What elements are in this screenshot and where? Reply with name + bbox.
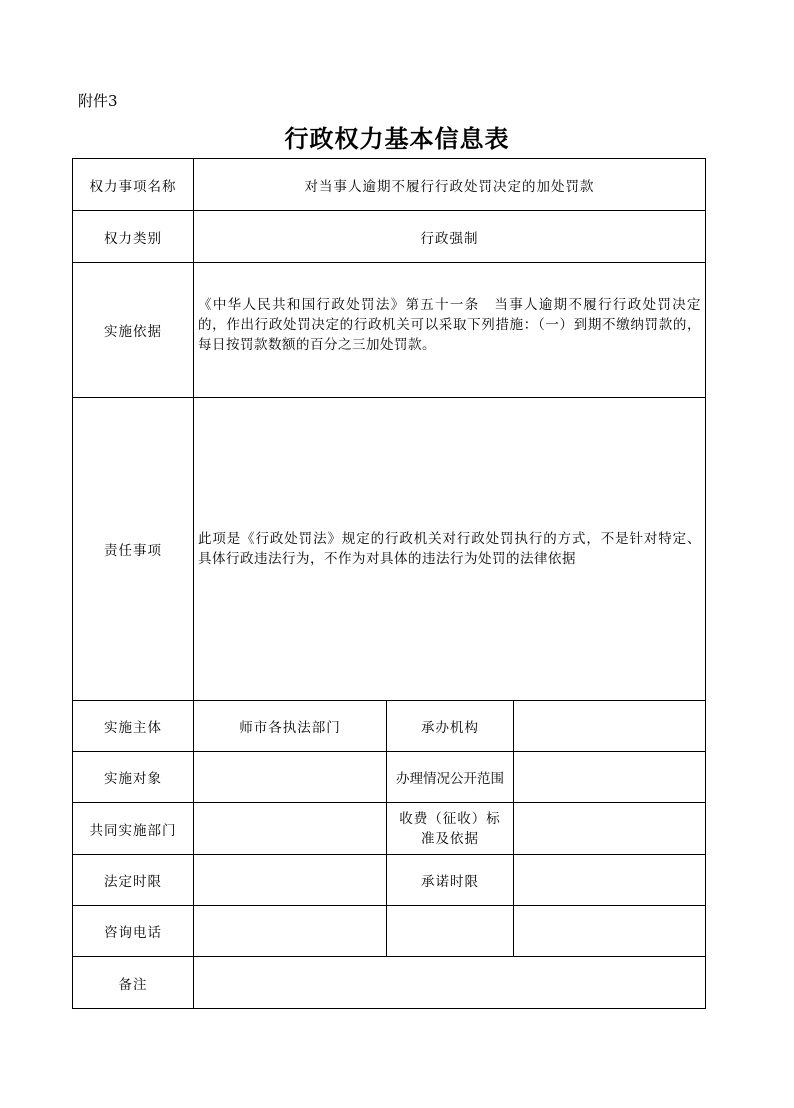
row-power-name [73, 159, 706, 211]
phone-extra-cell-2 [514, 906, 706, 957]
row-legal-time [73, 855, 706, 906]
page-title: 行政权力基本信息表 [284, 124, 510, 153]
power-type-value: 行政强制 [194, 211, 706, 263]
phone-extra-cell [387, 906, 514, 957]
implementer-value: 师市各执法部门 [194, 701, 387, 752]
row-responsibility [73, 398, 706, 701]
co-departments-value [194, 803, 387, 855]
row-phone [73, 906, 706, 957]
responsibility-label: 责任事项 [73, 398, 194, 701]
responsibility-value: 此项是《行政处罚法》规定的行政机关对行政处罚执行的方式，不是针对特定、具体行政违法行为，不作为对具体的违法行为处罚的法律依据 [194, 398, 706, 701]
fee-basis-label: 收费（征收）标准及依据 [387, 803, 514, 855]
handling-org-label: 承办机构 [387, 701, 514, 752]
row-co-departments [73, 803, 706, 855]
legal-time-label: 法定时限 [73, 855, 194, 906]
basis-value: 《中华人民共和国行政处罚法》第五十一条 当事人逾期不履行行政处罚决定的，作出行政处罚决定的行政机关可以采取下列措施：（一）到期不缴纳罚款的，每日按罚款数额的百分之三加处罚款。 [194, 263, 706, 398]
remarks-label: 备注 [73, 957, 194, 1009]
power-name-label: 权力事项名称 [73, 159, 194, 211]
promised-time-label: 承诺时限 [387, 855, 514, 906]
disclosure-scope-value [514, 752, 706, 803]
remarks-value [194, 957, 706, 1009]
fee-basis-value [514, 803, 706, 855]
target-value [194, 752, 387, 803]
handling-org-value [514, 701, 706, 752]
power-type-label: 权力类别 [73, 211, 194, 263]
row-power-type [73, 211, 706, 263]
basis-label: 实施依据 [73, 263, 194, 398]
phone-value [194, 906, 387, 957]
implementer-label: 实施主体 [73, 701, 194, 752]
row-implementer [73, 701, 706, 752]
disclosure-scope-label: 办理情况公开范围 [387, 752, 514, 803]
info-table [72, 158, 706, 1009]
power-name-value: 对当事人逾期不履行行政处罚决定的加处罚款 [194, 159, 706, 211]
row-remarks [73, 957, 706, 1009]
phone-label: 咨询电话 [73, 906, 194, 957]
co-departments-label: 共同实施部门 [73, 803, 194, 855]
attachment-label: 附件3 [78, 92, 118, 110]
target-label: 实施对象 [73, 752, 194, 803]
row-basis [73, 263, 706, 398]
promised-time-value [514, 855, 706, 906]
row-target [73, 752, 706, 803]
legal-time-value [194, 855, 387, 906]
